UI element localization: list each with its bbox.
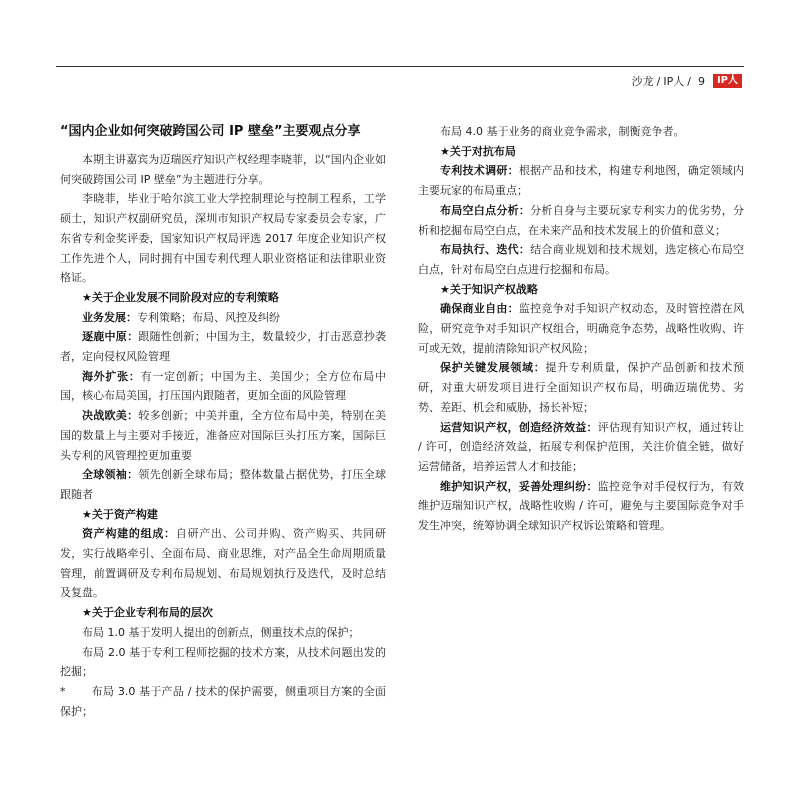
header-column: IP人 <box>663 75 685 88</box>
list-item: 专利技术调研：根据产品和技术，构建专利地图，确定领域内主要玩家的布局重点； <box>418 164 745 198</box>
list-item: 保护关键发展领域：提升专利质量，保护产品创新和技术预研，对重大研发项目进行全面知识产权布局，明确迈瑞优势、劣势、差距、机会和威胁，扬长补短； <box>418 361 745 414</box>
page-number: 9 <box>697 74 705 88</box>
section-heading-assets: ★关于资产构建 <box>82 507 158 521</box>
list-item: 确保商业自由：监控竞争对手知识产权动态，及时管控潜在风险，研究竞争对手知识产权组合，明确竞争态势，战略性收购、许可或无效，提前清除知识产权风险； <box>418 302 745 355</box>
list-item: 布局 1.0 基于发明人提出的创新点，侧重技术点的保护； <box>82 625 360 639</box>
ip-badge: IP人 <box>713 74 742 88</box>
list-item: * 布局 3.0 基于产品 / 技术的保护需要，侧重项目方案的全面保护； <box>60 684 386 718</box>
bio-paragraph: 李晓菲，毕业于哈尔滨工业大学控制理论与控制工程系，工学硕士，知识产权副研究员，深圳市知识产权局专家委员会专家，广东省专利金奖评委，国家知识产权局评选 2017 年度企业知识产权工作先进个人，同时拥有中国专利代理人职业资格证和法律职业资格证。 <box>60 192 386 285</box>
intro-paragraph: 本期主讲嘉宾为迈瑞医疗知识产权经理李晓菲，以“国内企业如何突破跨国公司 IP 壁垒”为主题进行分享。 <box>60 153 386 186</box>
header-rule <box>56 66 744 67</box>
list-item: 逐鹿中原：跟随性创新；中国为主，数量较少，打击恶意抄袭者，定向侵权风险管理 <box>60 330 387 364</box>
list-item: 业务发展：专利策略；布局、风控及纠纷 <box>82 310 280 324</box>
section-heading-layout-levels: ★关于企业专利布局的层次 <box>82 606 213 620</box>
section-heading-confrontation: ★关于对抗布局 <box>440 144 516 158</box>
section-heading-strategy: ★关于企业发展不同阶段对应的专利策略 <box>82 290 279 304</box>
footnote-marker: * <box>60 684 66 698</box>
header-section: 沙龙 <box>631 75 654 88</box>
list-item: 布局空白点分析：分析自身与主要玩家专利实力的优劣势，分析和挖掘布局空白点，在未来产品和技术发展上的价值和意义； <box>418 203 745 237</box>
right-column <box>418 122 744 536</box>
list-item: 运营知识产权，创造经济效益：评估现有知识产权，通过转让 / 许可，创造经济效益，拓展专利保护范围，关注价值全链，做好运营储备，培养运营人才和技能； <box>418 420 745 473</box>
list-item: 布局执行、迭代：结合商业规划和技术规划，选定核心布局空白点，针对布局空白点进行挖掘和布局。 <box>418 243 745 276</box>
left-column <box>60 122 386 721</box>
list-item: 决战欧美：较多创新；中美并重，全方位布局中美，特别在美国的数量上与主要对手接近，准备应对国际巨头打压方案，国际巨头专利的风管理控更加重要 <box>60 409 387 462</box>
list-item: 全球领袖：领先创新全球布局；整体数量占据优势，打压全球跟随者 <box>60 468 387 501</box>
list-item: 资产构建的组成：自研产出、公司并购、资产购买、共同研发，实行战略牵引、全面布局、商业思维，对产品全生命周期质量管理，前置调研及专利布局规划、布局规划执行及迭代，及时总结及复盘。 <box>60 527 387 600</box>
section-heading-ip-strategy: ★关于知识产权战略 <box>440 282 538 296</box>
list-item: 布局 4.0 基于业务的商业竞争需求，制衡竞争者。 <box>440 125 685 138</box>
article-title: “国内企业如何突破跨国公司 IP 壁垒”主要观点分享 <box>60 124 361 139</box>
header-separator: / <box>656 74 661 88</box>
header-separator: / <box>687 74 691 88</box>
list-item: 海外扩张：有一定创新；中国为主、美国少；全方位布局中国，核心布局美国，打压国内跟随者，更加全面的风险管理 <box>60 369 387 403</box>
page-header <box>632 73 742 89</box>
list-item: 维护知识产权，妥善处理纠纷：监控竞争对手侵权行为，有效维护迈瑞知识产权，战略性收购 / 许可，避免与主要国际竞争对手发生冲突，统筹协调全球知识产权诉讼策略和管理。 <box>418 479 745 533</box>
list-item: 布局 2.0 基于专利工程师挖掘的技术方案，从技术问题出发的挖掘； <box>60 645 386 679</box>
